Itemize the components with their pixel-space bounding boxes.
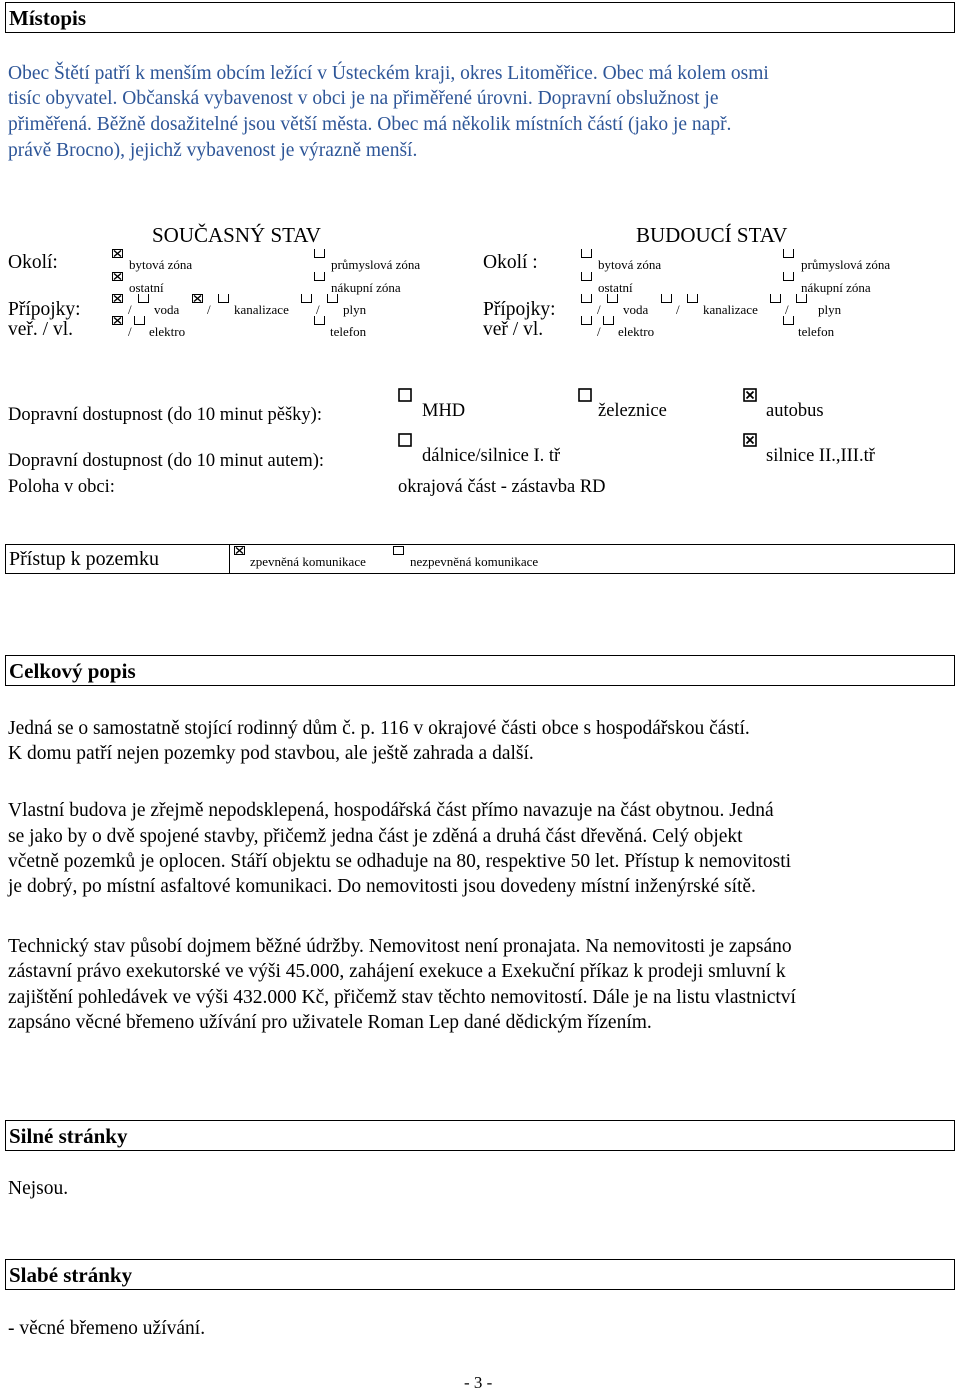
budouci-plyn-verejny-checkbox-icon[interactable] xyxy=(770,294,781,303)
soucasny-slash: / xyxy=(128,324,132,339)
pristup-box xyxy=(5,544,955,574)
soucasny-okoli-label: Okolí: xyxy=(8,252,58,273)
mistopis-heading: Místopis xyxy=(9,6,87,30)
doprava-autem-label: Dopravní dostupnost (do 10 minut autem): xyxy=(8,451,325,471)
budouci-prumyslova-label: průmyslová zóna xyxy=(801,257,891,272)
zeleznice-label: železnice xyxy=(598,401,667,421)
soucasny-plyn-verejny-checkbox-icon[interactable] xyxy=(301,294,312,303)
mhd-checkbox-icon[interactable] xyxy=(398,388,412,402)
silne-stranky-text: Nejsou. xyxy=(8,1178,69,1199)
autobus-label: autobus xyxy=(766,401,824,421)
soucasny-plyn-label: plyn xyxy=(343,302,367,317)
zeleznice-checkbox-icon[interactable] xyxy=(578,388,592,402)
budouci-pripojky-label: Přípojky: xyxy=(483,299,556,320)
soucasny-slash: / xyxy=(316,302,320,317)
slabe-stranky-text: - věcné břemeno užívání. xyxy=(8,1318,206,1339)
soucasny-slash: / xyxy=(207,302,211,317)
soucasny-telefon-checkbox-icon[interactable] xyxy=(314,316,325,325)
budouci-telefon-checkbox-icon[interactable] xyxy=(783,316,794,325)
poloha-value: okrajová část - zástavba RD xyxy=(398,477,606,497)
budouci-slash: / xyxy=(597,324,601,339)
poloha-label: Poloha v obci: xyxy=(8,477,115,497)
celkovy-popis-heading: Celkový popis xyxy=(9,659,136,683)
soucasny-voda-label: voda xyxy=(154,302,180,317)
budouci-okoli-label: Okolí : xyxy=(483,252,538,273)
soucasny-voda-vlastni-checkbox-icon[interactable] xyxy=(138,294,149,303)
budouci-elektro-verejne-checkbox-icon[interactable] xyxy=(581,316,592,325)
soucasny-telefon-label: telefon xyxy=(330,324,367,339)
soucasny-slash: / xyxy=(128,302,132,317)
popis-p1-line-1: Jedná se o samostatně stojící rodinný dům č. p. 116 v okrajové části obce s hospodářskou částí. xyxy=(8,718,750,739)
soucasny-plyn-vlastni-checkbox-icon[interactable] xyxy=(327,294,338,303)
soucasny-stav-heading: SOUČASNÝ STAV xyxy=(152,223,321,247)
popis-p3-line-4: zapsáno věcné břemeno užívání pro uživatele Roman Lep dané dědickým řízením. xyxy=(8,1012,652,1033)
budouci-voda-label: voda xyxy=(623,302,649,317)
soucasny-bytova-checked-icon[interactable] xyxy=(112,249,123,258)
soucasny-prumyslova-label: průmyslová zóna xyxy=(331,257,421,272)
pristup-label: Přístup k pozemku xyxy=(9,548,159,570)
celkovy-popis-heading-box xyxy=(5,655,955,686)
slabe-stranky-heading-box xyxy=(5,1259,955,1290)
budouci-kanalizace-vlastni-checkbox-icon[interactable] xyxy=(687,294,698,303)
budouci-stav-heading: BUDOUCÍ STAV xyxy=(636,223,788,247)
popis-p1-line-2: K domu patří nejen pozemky pod stavbou, ale ještě zahrada a další. xyxy=(8,743,534,764)
soucasny-elektro-verejne-checked-icon[interactable] xyxy=(112,316,123,325)
doprava-pesky-label: Dopravní dostupnost (do 10 minut pěšky): xyxy=(8,405,322,425)
slabe-stranky-heading: Slabé stránky xyxy=(9,1263,133,1287)
soucasny-nakupni-checkbox-icon[interactable] xyxy=(314,272,325,281)
zpevnena-label: zpevněná komunikace xyxy=(250,554,366,569)
pristup-divider xyxy=(229,545,230,573)
budouci-plyn-vlastni-checkbox-icon[interactable] xyxy=(796,294,807,303)
budouci-bytova-checkbox-icon[interactable] xyxy=(581,249,592,258)
soucasny-voda-verejna-checked-icon[interactable] xyxy=(112,294,123,303)
autobus-checked-icon[interactable] xyxy=(743,388,757,402)
budouci-prumyslova-checkbox-icon[interactable] xyxy=(783,249,794,258)
soucasny-kanalizace-verejna-checked-icon[interactable] xyxy=(192,294,203,303)
popis-p3-line-3: zajištění pohledávek ve výši 432.000 Kč, přičemž stav těchto nemovitostí. Dále je na listu vlastnictví xyxy=(8,987,796,1008)
nezpevnena-checkbox-icon[interactable] xyxy=(393,546,404,555)
soucasny-ver-label: veř. / vl. xyxy=(8,319,73,340)
popis-p2-line-1: Vlastní budova je zřejmě nepodsklepená, hospodářská část přímo navazuje na část obytnou. Jedná xyxy=(8,800,774,821)
page-number: - 3 - xyxy=(464,1373,493,1392)
budouci-voda-vlastni-checkbox-icon[interactable] xyxy=(607,294,618,303)
zpevnena-checked-icon[interactable] xyxy=(234,546,245,555)
soucasny-elektro-label: elektro xyxy=(149,324,186,339)
budouci-ostatni-label: ostatní xyxy=(598,280,633,295)
silnice-checked-icon[interactable] xyxy=(743,433,757,447)
nezpevnena-label: nezpevněná komunikace xyxy=(410,554,539,569)
budouci-slash: / xyxy=(785,302,789,317)
soucasny-pripojky-label: Přípojky: xyxy=(8,299,81,320)
budouci-voda-verejna-checkbox-icon[interactable] xyxy=(581,294,592,303)
soucasny-ostatni-label: ostatní xyxy=(129,280,164,295)
mistopis-line-1: Obec Štětí patří k menším obcím ležící v Ústeckém kraji, okres Litoměřice. Obec má kolem osmi xyxy=(8,63,769,84)
silne-stranky-heading-box xyxy=(5,1120,955,1151)
soucasny-kanalizace-label: kanalizace xyxy=(234,302,289,317)
soucasny-prumyslova-checkbox-icon[interactable] xyxy=(314,249,325,258)
budouci-slash: / xyxy=(676,302,680,317)
mistopis-line-2: tisíc obyvatel. Občanská vybavenost v obci je na přiměřené úrovni. Dopravní obslužnost je xyxy=(8,88,719,109)
budouci-ver-label: veř / vl. xyxy=(483,319,544,340)
budouci-elektro-vlastni-checkbox-icon[interactable] xyxy=(603,316,614,325)
mistopis-line-3: přiměřená. Běžně dosažitelné jsou větší města. Obec má několik místních částí (jako je např. xyxy=(8,114,732,135)
mhd-label: MHD xyxy=(422,401,466,421)
budouci-kanalizace-verejna-checkbox-icon[interactable] xyxy=(661,294,672,303)
popis-p2-line-2: se jako by o dvě spojené stavby, přičemž jedna část je zděná a druhá část dřevěná. Celý objekt xyxy=(8,826,743,847)
budouci-slash: / xyxy=(597,302,601,317)
popis-p3-line-1: Technický stav působí dojmem běžné údržby. Nemovitost není pronajata. Na nemovitosti je zapsáno xyxy=(8,936,792,957)
budouci-bytova-label: bytová zóna xyxy=(598,257,662,272)
budouci-ostatni-checkbox-icon[interactable] xyxy=(581,272,592,281)
silnice-label: silnice II.,III.tř xyxy=(766,446,875,466)
mistopis-heading-box xyxy=(5,2,955,33)
soucasny-bytova-label: bytová zóna xyxy=(129,257,193,272)
soucasny-ostatni-checked-icon[interactable] xyxy=(112,272,123,281)
dalnice-checkbox-icon[interactable] xyxy=(398,433,412,447)
budouci-elektro-label: elektro xyxy=(618,324,655,339)
budouci-kanalizace-label: kanalizace xyxy=(703,302,758,317)
mistopis-line-4: právě Brocno), jejichž vybavenost je výrazně menší. xyxy=(8,140,418,161)
soucasny-nakupni-label: nákupní zóna xyxy=(331,280,401,295)
silne-stranky-heading: Silné stránky xyxy=(9,1124,128,1148)
soucasny-elektro-vlastni-checkbox-icon[interactable] xyxy=(134,316,145,325)
popis-p2-line-4: je dobrý, po místní asfaltové komunikaci. Do nemovitosti jsou dovedeny místní inženýrské sítě. xyxy=(8,876,756,897)
dalnice-label: dálnice/silnice I. tř xyxy=(422,446,561,466)
budouci-telefon-label: telefon xyxy=(798,324,835,339)
popis-p3-line-2: zástavní právo exekutorské ve výši 45.000, zahájení exekuce a Exekuční příkaz k prodeji smluvní k xyxy=(8,961,786,982)
popis-p2-line-3: včetně pozemků je oplocen. Stáří objektu se odhaduje na 80, respektive 50 let. Přístup k nemovitosti xyxy=(8,851,792,872)
budouci-nakupni-label: nákupní zóna xyxy=(801,280,871,295)
soucasny-kanalizace-vlastni-checkbox-icon[interactable] xyxy=(218,294,229,303)
budouci-nakupni-checkbox-icon[interactable] xyxy=(783,272,794,281)
budouci-plyn-label: plyn xyxy=(818,302,842,317)
